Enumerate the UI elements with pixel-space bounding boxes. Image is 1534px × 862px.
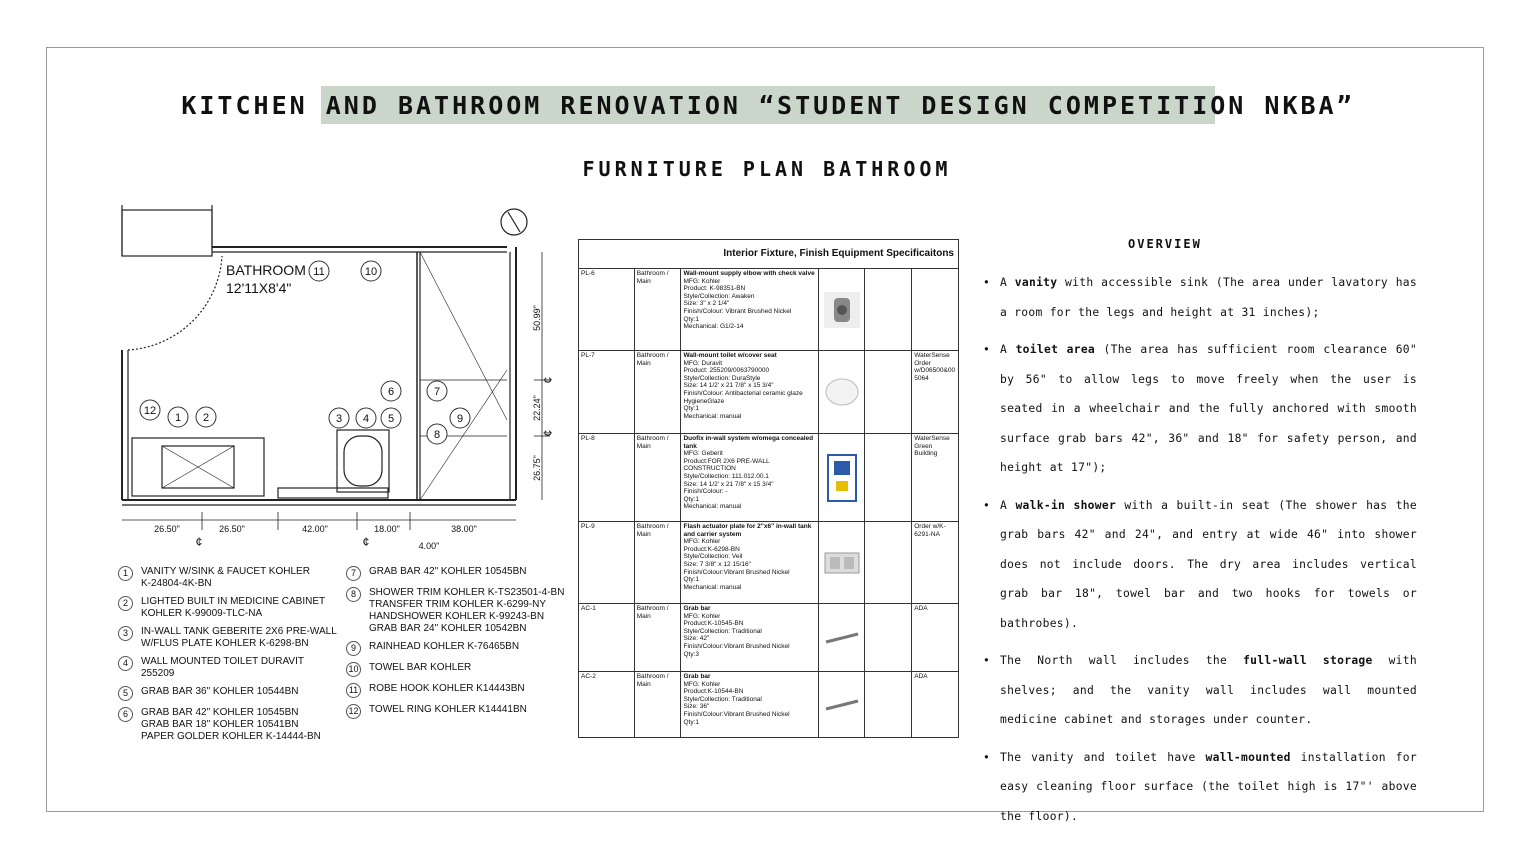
- dim-label: 26.75": [532, 455, 542, 481]
- legend-item: [346, 641, 571, 656]
- legend-right: [346, 566, 571, 725]
- spec-image: [819, 269, 866, 350]
- centerline-mark: ¢: [362, 535, 370, 549]
- overview-highlight: wall-mounted: [1205, 750, 1291, 764]
- section-title: FURNITURE PLAN BATHROOM: [582, 157, 952, 181]
- spec-code: PL-7: [579, 351, 635, 433]
- overview-item: [983, 268, 1417, 327]
- overview-item: [983, 335, 1417, 483]
- overview-text: A: [1000, 276, 1015, 289]
- room-name: BATHROOM: [226, 262, 306, 278]
- spec-item-details: MFG: Kohler Product:K-10545-BN Style/Collection: Traditional Size: 42" Finish/Colour:Vibrant Brushed Nickel Qty:3: [683, 612, 790, 658]
- dim-label: 26.50": [154, 524, 180, 534]
- grab-bar-icon: [822, 628, 862, 648]
- storage-block: [122, 210, 212, 256]
- spec-note: ADA: [914, 673, 928, 680]
- legend-text: RAINHEAD KOHLER K-76465BN: [369, 641, 520, 652]
- overview-text: installation for easy cleaning floor surface (the toilet high is 17"' above the floor).: [1000, 750, 1417, 823]
- tag-label: 1: [174, 412, 182, 424]
- legend-number: 4: [118, 656, 133, 671]
- dim-label: 4.00": [418, 541, 440, 551]
- spec-location: Bathroom / Main: [635, 434, 682, 521]
- overview-text: A: [1000, 498, 1016, 512]
- tag-label: 11: [313, 266, 325, 278]
- floor-plan-drawing: [112, 200, 572, 552]
- spec-item-details: MFG: Kohler Product:K-6298-BN Style/Collection: Veil Size: 7 3/8" x 12 15/16" Finish/Colour:Vibrant Brushed Nickel Qty:1 Mechanical: manual: [683, 538, 790, 591]
- legend-number: 6: [118, 707, 133, 722]
- legend-number: 3: [118, 626, 133, 641]
- legend-item: [346, 566, 571, 581]
- legend-text: IN-WALL TANK GEBERITE 2X6 PRE-WALL W/FLUS PLATE KOHLER K-6298-BN: [141, 626, 337, 649]
- spec-empty-cell: [865, 434, 912, 521]
- spec-code: PL-9: [579, 522, 635, 603]
- spec-table: [578, 239, 959, 738]
- tag-label: 10: [364, 266, 378, 278]
- spec-location: Bathroom / Main: [635, 672, 682, 738]
- tank-icon: [822, 453, 862, 503]
- tag-label: 2: [202, 412, 210, 424]
- tag-label: 7: [433, 386, 441, 398]
- spec-table-rows: [579, 269, 958, 738]
- spec-note: ADA: [914, 605, 928, 612]
- spec-empty-cell: [865, 351, 912, 433]
- legend-item: [118, 656, 343, 680]
- spec-location: Bathroom / Main: [635, 604, 682, 671]
- legend-number: 7: [346, 566, 361, 581]
- spec-row: [579, 672, 958, 738]
- spec-description: [681, 434, 818, 521]
- spec-image: [819, 434, 866, 521]
- page-title: KITCHEN AND BATHROOM RENOVATION “STUDENT DESIGN COMPETITION NKBA”: [181, 90, 1355, 120]
- legend-number: 10: [346, 662, 361, 677]
- spec-image: [819, 672, 866, 738]
- tag-label: 9: [456, 413, 464, 425]
- spec-item-name: Wall-mount supply elbow with check valve: [683, 270, 815, 277]
- room-size: 12'11X8'4": [226, 280, 292, 296]
- spec-image: [819, 522, 866, 603]
- spec-code: AC-1: [579, 604, 635, 671]
- spec-code: PL-8: [579, 434, 635, 521]
- spec-item-details: MFG: Duravit Product: 255209/0063790000 Style/Collection: DuraStyle Size: 14 1/2' x 21 7/8" x 15 3/4" Finish/Colour: Antibacterial ceramic glaze HygieneGlaze Qty:1 Mechanical: manual: [683, 359, 803, 420]
- spec-description: [681, 269, 818, 350]
- tag-label: 6: [387, 386, 395, 398]
- legend-number: 9: [346, 641, 361, 656]
- legend-item: [118, 707, 343, 743]
- overview-text: with a built-in seat (The shower has the grab bars 42" and 24", and entry at wide 46" into shower does not include doors. The dry area includes vertical grab bar 18", towel bar and two hooks for towels or bathrobes).: [1000, 498, 1418, 630]
- legend-number: 2: [118, 596, 133, 611]
- spec-location: Bathroom / Main: [635, 351, 682, 433]
- dim-label: 18.00": [374, 524, 400, 534]
- spec-item-details: MFG: Geberit Product:FOR 2X6 PRE-WALL CONSTRUCTION Style/Collection: 111.012.00.1 Size: 14 1/2' x 21 7/8" x 15 3/4" Finish/Colour: - Qty:1 Mechanical: manual: [683, 450, 774, 511]
- centerline-mark: ¢: [541, 429, 555, 437]
- legend-item: [118, 596, 343, 620]
- legend-number: 12: [346, 704, 361, 719]
- dim-label: 26.50": [219, 524, 245, 534]
- spec-row: [579, 522, 958, 604]
- legend-text: VANITY W/SINK & FAUCET KOHLER K-24804-4K-BN: [141, 566, 310, 589]
- legend-item: [118, 566, 343, 590]
- overview-highlight: vanity: [1014, 276, 1058, 289]
- overview-text: with accessible sink (The area under lavatory has a room for the legs and height at 31 inches);: [1000, 276, 1417, 319]
- legend-text: GRAB BAR 36" KOHLER 10544BN: [141, 686, 299, 697]
- spec-item-name: Grab bar: [683, 605, 711, 612]
- legend-item: [346, 587, 571, 635]
- spec-empty-cell: [865, 269, 912, 350]
- overview-highlight: toilet area: [1015, 343, 1096, 356]
- spec-item-name: Grab bar: [683, 673, 711, 680]
- legend-number: 8: [346, 587, 361, 602]
- spec-row: [579, 351, 958, 434]
- spec-description: [681, 351, 818, 433]
- dim-label: 50.99": [532, 305, 542, 331]
- centerline-mark: ¢: [195, 535, 203, 549]
- spec-code: AC-2: [579, 672, 635, 738]
- floor-plan: [112, 200, 572, 552]
- page-title-banner: [181, 86, 1355, 124]
- spec-empty-cell: [865, 522, 912, 603]
- overview-text: A: [1000, 343, 1016, 356]
- legend-text: GRAB BAR 42" KOHLER 10545BN: [369, 566, 527, 577]
- spec-code: PL-6: [579, 269, 635, 350]
- spec-note: Order w/K- 6291-NA: [914, 523, 946, 538]
- grab-bar-icon: [822, 695, 862, 715]
- spec-description: [681, 522, 818, 603]
- spec-image: [819, 604, 866, 671]
- toilet-icon: [822, 372, 862, 412]
- spec-empty-cell: [865, 604, 912, 671]
- overview-text: (The area has sufficient room clearance 60" by 56" to allow legs to move freely when the user is seated in a wheelchair and the fully anchored with smooth surface grab bars 42", 36" and 18" for safety person, and height at 17");: [1000, 343, 1417, 474]
- overview-text: The North wall includes the: [1000, 654, 1244, 667]
- legend-item: [346, 704, 571, 719]
- centerline-mark: ¢: [541, 376, 555, 384]
- legend-text: GRAB BAR 42" KOHLER 10545BN GRAB BAR 18" KOHLER 10541BN PAPER GOLDER KOHLER K-14444-BN: [141, 707, 321, 742]
- overview-highlight: walk-in shower: [1015, 498, 1117, 512]
- legend-text: TOWEL BAR KOHLER: [369, 662, 472, 673]
- flush-plate-icon: [822, 548, 862, 578]
- overview-list: [983, 268, 1417, 839]
- spec-table-title: Interior Fixture, Finish Equipment Specificaitons: [579, 240, 958, 269]
- spec-item-details: MFG: Kohler Product: K-98351-BN Style/Collection: Awaken Size: 3" x 2 1/4" Finish/Colour: Vibrant Brushed Nickel Qty:1 Mechanical: G1/2-14: [683, 277, 792, 331]
- spec-note: WaterSense Order w/D06500&00 5064: [914, 352, 956, 382]
- legend-number: 11: [346, 683, 361, 698]
- overview-item: [983, 491, 1417, 639]
- spec-location: Bathroom / Main: [635, 269, 682, 350]
- spec-image: [819, 351, 866, 433]
- tag-label: 3: [335, 413, 343, 425]
- tag-label: 12: [143, 405, 157, 417]
- dim-label: 38.00": [451, 524, 477, 534]
- overview-text: with shelves; and the vanity wall includes wall mounted medicine cabinet and storages under counter.: [1000, 654, 1417, 726]
- overview-title: OVERVIEW: [1128, 237, 1202, 251]
- tag-label: 4: [362, 413, 370, 425]
- legend-text: WALL MOUNTED TOILET DURAVIT 255209: [141, 656, 304, 679]
- legend-item: [118, 686, 343, 701]
- tag-label: 5: [387, 413, 395, 425]
- overview-item: [983, 646, 1417, 735]
- spec-description: [681, 672, 818, 738]
- elbow-icon: [822, 290, 862, 330]
- legend-number: 1: [118, 566, 133, 581]
- spec-item-details: MFG: Kohler Product:K-10544-BN Style/Collection: Traditional Size: 36" Finish/Colour:Vibrant Brushed Nickel Qty:1: [683, 680, 790, 726]
- legend-text: LIGHTED BUILT IN MEDICINE CABINET KOHLER K-99009-TLC-NA: [141, 596, 326, 619]
- spec-note: WaterSense Green Building: [914, 435, 950, 458]
- legend-item: [118, 626, 343, 650]
- spec-description: [681, 604, 818, 671]
- spec-item-name: Duofix in-wall system w/omega concealed tank: [683, 435, 814, 450]
- spec-empty-cell: [865, 672, 912, 738]
- dim-label: 22.24": [532, 395, 542, 421]
- spec-location: Bathroom / Main: [635, 522, 682, 603]
- legend-item: [346, 662, 571, 677]
- dim-label: 42.00": [302, 524, 328, 534]
- spec-item-name: Flash actuator plate for 2"x6" in-wall tank and carrier system: [683, 523, 812, 538]
- legend-left: [118, 566, 343, 749]
- legend-text: ROBE HOOK KOHLER K14443BN: [369, 683, 525, 694]
- overview-text: The vanity and toilet have: [1000, 750, 1206, 764]
- spec-row: [579, 434, 958, 522]
- legend-item: [346, 683, 571, 698]
- spec-item-name: Wall-mount toilet w/cover seat: [683, 352, 777, 359]
- legend-text: SHOWER TRIM KOHLER K-TS23501-4-BN TRANSFER TRIM KOHLER K-6299-NY HANDSHOWER KOHLER K-99243-BN GRAB BAR 24" KOHLER 10542BN: [369, 587, 565, 634]
- overview-item: [983, 743, 1417, 832]
- tag-label: 8: [433, 429, 441, 441]
- legend-text: TOWEL RING KOHLER K14441BN: [369, 704, 527, 715]
- spec-row: [579, 269, 958, 351]
- overview-highlight: full-wall storage: [1243, 654, 1373, 667]
- spec-row: [579, 604, 958, 672]
- spec-note: [912, 269, 958, 350]
- legend-number: 5: [118, 686, 133, 701]
